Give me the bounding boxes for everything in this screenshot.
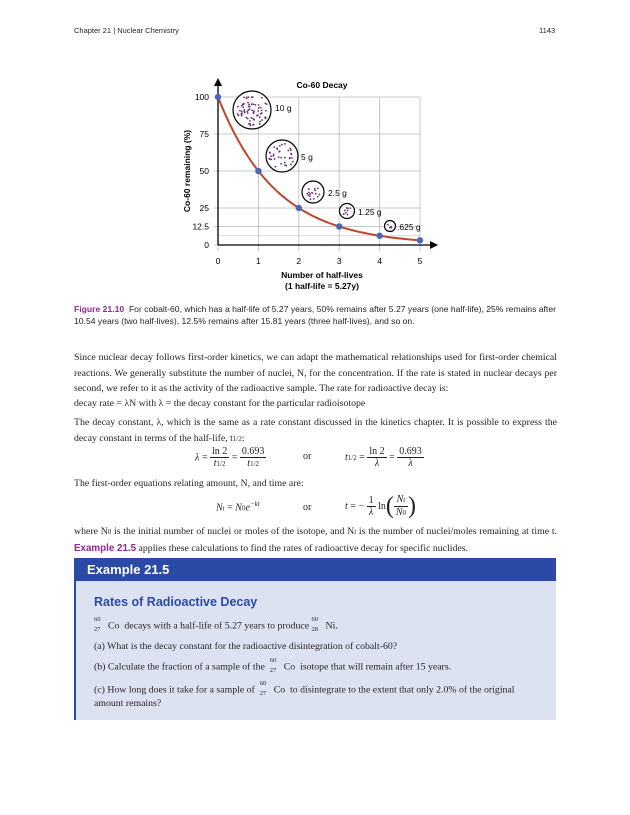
sample-dot: [253, 124, 255, 126]
page-number: 1143: [539, 26, 556, 35]
sample-dot: [308, 188, 310, 190]
paragraph-5: where N0 is the initial number of nuclei or moles of the isotope, and Nt is the number of nuclei/moles remaining at time t. Example 21.5 applies these calculations to find the rates of radioactive decay for specific nuclides.: [74, 526, 557, 554]
sample-dot: [278, 156, 280, 158]
sample-dot: [253, 110, 255, 112]
sample-dot: [237, 113, 239, 115]
sample-dot: [248, 106, 250, 108]
sample-circle-outline: [385, 221, 396, 232]
sample-dot: [318, 194, 320, 196]
sample-dot: [289, 148, 291, 150]
sample-dot: [345, 212, 347, 214]
x-tick-label: 4: [377, 256, 382, 266]
data-point: [376, 233, 382, 239]
sample-dot: [280, 163, 282, 165]
paragraph-1: Since nuclear decay follows first-order kinetics, we can adapt the mathematical relationships used for first-order chemical reactions. We generally substitute the number of nuclei, N, for the concentration. If the rate is stated in nuclear decays per second, we refer to it as the activity of the radioactive sample. The rate for radioactive decay is:: [74, 352, 557, 394]
sample-dot: [308, 191, 310, 193]
sample-dot: [313, 198, 315, 200]
sample-dot: [258, 104, 260, 106]
sample-dot: [306, 193, 308, 195]
mass-annotation: 1.25 g: [358, 207, 382, 217]
y-tick-label: 0: [204, 240, 209, 250]
mass-annotation: 2.5 g: [328, 188, 347, 198]
sample-dot: [285, 165, 287, 167]
sample-dot: [249, 125, 251, 127]
example-intro: 60 27 Co decays with a half-life of 5.27 years to produce 60 28 Ni.: [94, 616, 338, 633]
sample-dot: [264, 103, 266, 105]
sample-dot: [272, 155, 274, 157]
example-header: Example 21.5: [87, 562, 170, 577]
sample-dot: [241, 112, 243, 114]
sample-dot: [237, 106, 239, 108]
sample-circle: [340, 204, 355, 219]
sample-dot: [391, 227, 393, 229]
data-point: [336, 223, 342, 229]
x-tick-label: 3: [336, 256, 342, 266]
x-tick-label: 2: [296, 256, 302, 266]
data-point: [296, 205, 302, 211]
sample-dot: [248, 96, 250, 98]
sample-dot: [259, 123, 261, 125]
y-tick-label: 12.5: [192, 221, 209, 232]
sample-dot: [344, 210, 346, 212]
sample-dot: [314, 190, 316, 192]
sample-dot: [284, 157, 286, 159]
sample-dot: [253, 103, 255, 105]
first-order-equation: $Nt = N0e^{-kt}$: [216, 500, 260, 514]
sample-dot: [317, 196, 319, 198]
y-tick-label: 75: [199, 129, 209, 139]
paragraph-4: The first-order equations relating amount, N, and time are:: [74, 478, 304, 489]
sample-dot: [270, 158, 272, 160]
x-axis-label: Number of half-lives: [281, 270, 363, 280]
time-equation: t = − $\frac{1}{\lambda}$ ln( $\frac{Nt}{N0}$ ): [345, 493, 417, 519]
sample-dot: [347, 207, 349, 209]
y-tick-label: 50: [199, 166, 209, 176]
sample-dot: [241, 111, 243, 113]
x-tick-label: 5: [417, 256, 423, 266]
y-tick-label: 25: [199, 203, 209, 213]
sample-dot: [309, 195, 311, 197]
sample-dot: [251, 96, 253, 98]
sample-dot: [247, 102, 249, 104]
mass-annotation: .625 g: [397, 222, 421, 232]
example-link[interactable]: Example 21.5: [74, 542, 137, 554]
example-title: Rates of Radioactive Decay: [94, 595, 258, 609]
sample-dot: [260, 107, 262, 109]
sample-dot: [243, 111, 245, 113]
chart-title: Co-60 Decay: [296, 80, 348, 90]
question-a: (a) What is the decay constant for the radioactive disintegration of cobalt-60?: [94, 641, 398, 652]
sample-dot: [265, 118, 267, 120]
sample-dot: [290, 164, 292, 166]
sample-dot: [249, 123, 251, 125]
sample-dot: [254, 104, 256, 106]
sample-dot: [248, 103, 250, 105]
running-header: Chapter 21 | Nuclear Chemistry: [74, 26, 179, 35]
sample-dot: [275, 166, 277, 168]
sample-dot: [273, 146, 275, 148]
question-b: (b) Calculate the fraction of a sample of the 60 27 Co isotope that will remain after 15 years.: [94, 657, 452, 674]
or-label-2: or: [303, 502, 312, 513]
sample-dot: [307, 194, 309, 196]
question-c-cont: amount remains?: [94, 698, 162, 709]
sample-dot: [259, 121, 261, 123]
sample-dot: [261, 110, 263, 112]
sample-dot: [241, 105, 243, 107]
sample-dot: [270, 155, 272, 157]
y-axis-label: Co-60 remaining (%): [182, 129, 192, 213]
y-tick-label: 100: [194, 92, 209, 102]
mass-annotation: 10 g: [275, 103, 292, 113]
decay-rate-line: decay rate = λN with λ = the decay constant for the particular radioisotope: [74, 398, 366, 409]
sample-dot: [253, 112, 255, 114]
sample-dot: [259, 116, 261, 118]
sample-dot: [309, 198, 311, 200]
figure-label: Figure 21.10: [74, 304, 125, 314]
sample-dot: [252, 118, 254, 120]
x-axis-arrow: [430, 241, 438, 249]
sample-dot: [268, 158, 270, 160]
sample-dot: [290, 153, 292, 155]
sample-dot: [311, 192, 313, 194]
sample-circle: [266, 140, 298, 172]
sample-dot: [258, 107, 260, 109]
sample-dot: [279, 145, 281, 147]
sample-dot: [343, 213, 345, 215]
sample-dot: [256, 115, 258, 117]
sample-dot: [315, 193, 317, 195]
sample-dot: [261, 119, 263, 121]
sample-dot: [246, 96, 248, 98]
sample-dot: [251, 110, 253, 112]
sample-dot: [280, 157, 282, 159]
half-life-equation: t1/2 = $\frac{\ln 2}{\lambda}$ = $\frac{0.693}{\lambda}$: [345, 446, 422, 469]
sample-dot: [309, 193, 311, 195]
data-point: [255, 168, 261, 174]
x-axis-label-2: (1 half-life = 5.27y): [285, 281, 359, 291]
y-axis-arrow: [214, 78, 222, 86]
sample-dot: [265, 110, 267, 112]
mass-annotation: 5 g: [301, 152, 313, 162]
data-point: [417, 237, 423, 243]
sample-dot: [389, 227, 391, 229]
sample-dot: [269, 151, 271, 153]
sample-dot: [242, 103, 244, 105]
sample-dot: [347, 214, 349, 216]
decay-chart: [170, 72, 450, 298]
x-tick-label: 0: [215, 256, 221, 266]
sample-circle: [233, 91, 271, 129]
sample-dot: [250, 117, 252, 119]
or-label-1: or: [303, 451, 312, 462]
sample-dot: [251, 103, 253, 105]
x-tick-label: 1: [256, 256, 261, 266]
figure-caption: [74, 303, 558, 327]
lambda-equation: λ = $\frac{\ln 2}{t1/2}$ = $\frac{0.693}{t1/2}$: [195, 446, 265, 469]
sample-dot: [243, 96, 245, 98]
sample-dot: [317, 187, 319, 189]
sample-dot: [247, 118, 249, 120]
sample-dot: [387, 224, 389, 226]
sample-dot: [279, 150, 281, 152]
sample-dot: [261, 97, 263, 99]
sample-circle: [385, 221, 396, 232]
sample-dot: [292, 161, 294, 163]
sample-dot: [291, 157, 293, 159]
sample-dot: [276, 148, 278, 150]
sample-dot: [284, 143, 286, 145]
caption-text: For cobalt-60, which has a half-life of 5.27 years, 50% remains after 5.27 years (one half-life), 25% remains after 10.54 years (two half-lives), 12.5% remains after 15.81 years (three half-lives), and so on.: [74, 304, 556, 326]
sample-dot: [247, 112, 249, 114]
sample-dot: [347, 209, 349, 211]
sample-dot: [249, 120, 251, 122]
paragraph-3: The decay constant, λ, which is the same as a rate constant discussed in the kinetics chapter. It is possible to express the decay constant in terms of the half-life, t1/2:: [74, 417, 557, 444]
sample-dot: [260, 113, 262, 115]
sample-circle-outline: [302, 181, 324, 203]
sample-dot: [239, 110, 241, 112]
sample-circle: [302, 181, 324, 203]
sample-dot: [287, 150, 289, 152]
sample-dot: [284, 162, 286, 164]
sample-dot: [281, 144, 283, 146]
sample-dot: [242, 106, 244, 108]
question-c: (c) How long does it take for a sample of 60 27 Co to disintegrate to the extent that only 2.0% of the original: [94, 680, 515, 697]
sample-dot: [257, 110, 259, 112]
sample-dot: [349, 207, 351, 209]
sample-dot: [289, 157, 291, 159]
data-point: [215, 94, 221, 100]
sample-dot: [247, 109, 249, 111]
sample-dot: [274, 158, 276, 160]
